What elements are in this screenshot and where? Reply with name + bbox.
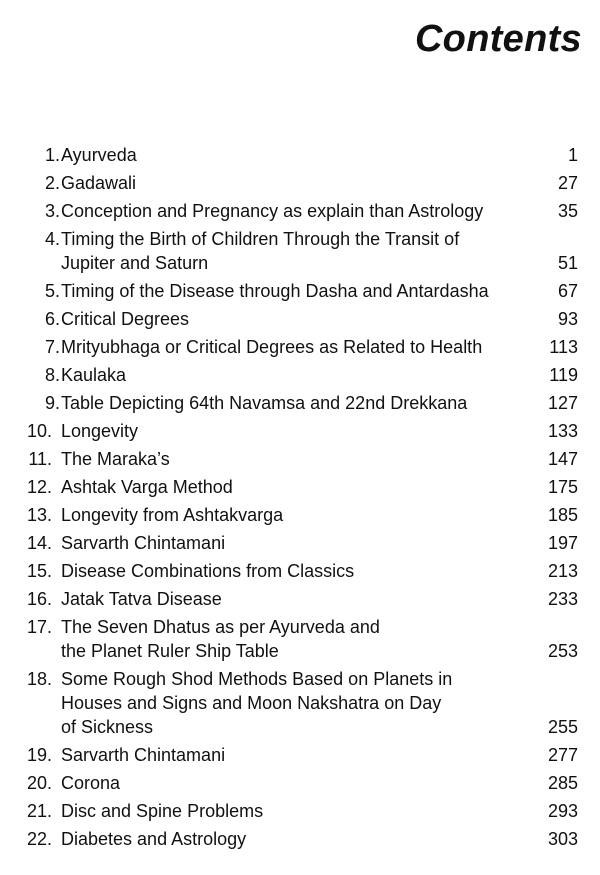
toc-entry-page-number: 147 [547, 449, 578, 469]
toc-entry-title [61, 743, 530, 767]
toc-entry-page-number: 277 [547, 745, 578, 765]
toc-entry-number: 6. [44, 309, 60, 329]
toc-entry [0, 391, 600, 415]
toc-entry-title [61, 335, 530, 359]
toc-entry-number: 7. [44, 337, 60, 357]
toc-entry-title-line: Disc and Spine Problems [61, 801, 264, 821]
toc-entry-title-line: the Planet Ruler Ship Table [61, 641, 279, 661]
toc-entry-number: 1. [44, 145, 60, 165]
toc-entry-number: 5. [44, 281, 60, 301]
toc-entry-title [61, 587, 530, 611]
toc-entry-title-line: The Seven Dhatus as per Ayurveda and [61, 617, 380, 637]
toc-entry-title [61, 363, 530, 387]
toc-entry-title [61, 279, 530, 303]
toc-entry-title-line: Sarvarth Chintamani [61, 533, 226, 553]
toc-entry-title [61, 391, 530, 415]
toc-entry-title [61, 199, 530, 223]
toc-entry-title-line: Critical Degrees [61, 309, 190, 329]
toc-entry-page-number: 113 [549, 337, 578, 357]
toc-entry-title-line: Jupiter and Saturn [61, 253, 209, 273]
toc-entry-title [61, 419, 530, 443]
toc-entry-number: 3. [44, 201, 60, 221]
toc-entry-title-line: Houses and Signs and Moon Nakshatra on Day [61, 693, 442, 713]
toc-entry-number: 15. [26, 561, 52, 581]
toc-entry-title-line: Sarvarth Chintamani [61, 745, 226, 765]
toc-entry-title [61, 615, 530, 663]
toc-entry [0, 171, 600, 195]
toc-entry-title [61, 559, 530, 583]
toc-entry [0, 419, 600, 443]
toc-entry [0, 615, 600, 663]
toc-entry-number: 17. [26, 617, 52, 637]
toc-entry-title [61, 667, 530, 739]
toc-entry [0, 799, 600, 823]
toc-entry-title [61, 171, 530, 195]
toc-entry-title-line: Longevity [61, 421, 139, 441]
toc-entry-number: 21. [26, 801, 52, 821]
toc-entry-page-number: 253 [547, 641, 578, 661]
toc-entry [0, 199, 600, 223]
toc-entry-title [61, 503, 530, 527]
toc-entry-title-line: Diabetes and Astrology [61, 829, 247, 849]
toc-entry-number: 9. [44, 393, 60, 413]
toc-entry-number: 8. [44, 365, 60, 385]
toc-entry-number: 2. [44, 173, 60, 193]
toc-entry-title-line: Kaulaka [61, 365, 127, 385]
toc-entry-page-number: 303 [547, 829, 578, 849]
toc-entry [0, 827, 600, 851]
toc-entry [0, 279, 600, 303]
toc-entry-title [61, 531, 530, 555]
toc-entry-title-line: Timing of the Disease through Dasha and Antardasha [61, 281, 489, 301]
toc-entry-title-line: Jatak Tatva Disease [61, 589, 222, 609]
toc-entry-title-line: Some Rough Shod Methods Based on Planets in [61, 669, 453, 689]
toc-entry-title-line: Ayurveda [61, 145, 137, 165]
toc-entry [0, 771, 600, 795]
toc-entry-title-line: The Maraka’s [61, 449, 170, 469]
toc-entry-page-number: 255 [547, 717, 578, 737]
toc-entry [0, 335, 600, 359]
toc-entry-title-line: Corona [61, 773, 121, 793]
toc-entry-title [61, 827, 530, 851]
toc-entry-number: 13. [26, 505, 52, 525]
toc-entry-title [61, 771, 530, 795]
toc-entry [0, 743, 600, 767]
toc-entry-page-number: 185 [547, 505, 578, 525]
toc-entry-title-line: Longevity from Ashtakvarga [61, 505, 284, 525]
toc-entry-page-number: 93 [557, 309, 578, 329]
toc-entry-title [61, 475, 530, 499]
toc-entry-page-number: 197 [547, 533, 578, 553]
toc-entry-number: 20. [26, 773, 52, 793]
toc-entry-number: 16. [26, 589, 52, 609]
toc-entry [0, 143, 600, 167]
toc-entry-title-line: Table Depicting 64th Navamsa and 22nd Drekkana [61, 393, 468, 413]
toc-entry-page-number: 127 [547, 393, 578, 413]
toc-entry-number: 12. [26, 477, 52, 497]
toc-entry [0, 475, 600, 499]
toc-entry-number: 22. [26, 829, 52, 849]
toc-entry [0, 667, 600, 739]
toc-entry-page-number: 133 [547, 421, 578, 441]
toc-entry [0, 227, 600, 275]
page-title: Contents [414, 18, 582, 60]
toc-entry-title-line: Mrityubhaga or Critical Degrees as Related to Health [61, 337, 483, 357]
toc-entry-page-number: 27 [557, 173, 578, 193]
toc-entry-number: 18. [26, 669, 52, 689]
toc-entry [0, 503, 600, 527]
toc-entry [0, 587, 600, 611]
toc-entry-title-line: Conception and Pregnancy as explain than Astrology [61, 201, 484, 221]
toc-entry-number: 4. [44, 229, 60, 249]
toc-entry-page-number: 119 [549, 365, 578, 385]
table-of-contents [0, 143, 600, 855]
toc-entry [0, 363, 600, 387]
toc-entry-number: 10. [26, 421, 52, 441]
toc-entry-page-number: 175 [547, 477, 578, 497]
toc-entry-title-line: Timing the Birth of Children Through the Transit of [61, 229, 460, 249]
toc-entry-title-line: of Sickness [61, 717, 154, 737]
toc-entry-number: 11. [28, 449, 52, 469]
toc-entry-page-number: 35 [557, 201, 578, 221]
toc-entry-title [61, 447, 530, 471]
toc-entry-page-number: 213 [547, 561, 578, 581]
toc-entry-number: 19. [26, 745, 52, 765]
toc-entry-number: 14. [26, 533, 52, 553]
toc-entry-title [61, 143, 530, 167]
toc-entry-page-number: 285 [547, 773, 578, 793]
toc-entry [0, 307, 600, 331]
toc-entry-title [61, 799, 530, 823]
toc-entry-title [61, 227, 530, 275]
toc-entry-page-number: 1 [567, 145, 578, 165]
toc-entry-title-line: Disease Combinations from Classics [61, 561, 355, 581]
toc-entry [0, 559, 600, 583]
toc-entry-title-line: Gadawali [61, 173, 137, 193]
toc-entry-title [61, 307, 530, 331]
toc-entry-page-number: 233 [547, 589, 578, 609]
toc-entry-title-line: Ashtak Varga Method [61, 477, 233, 497]
toc-entry [0, 447, 600, 471]
toc-entry-page-number: 51 [557, 253, 578, 273]
toc-entry-page-number: 293 [547, 801, 578, 821]
toc-entry-page-number: 67 [557, 281, 578, 301]
toc-entry [0, 531, 600, 555]
